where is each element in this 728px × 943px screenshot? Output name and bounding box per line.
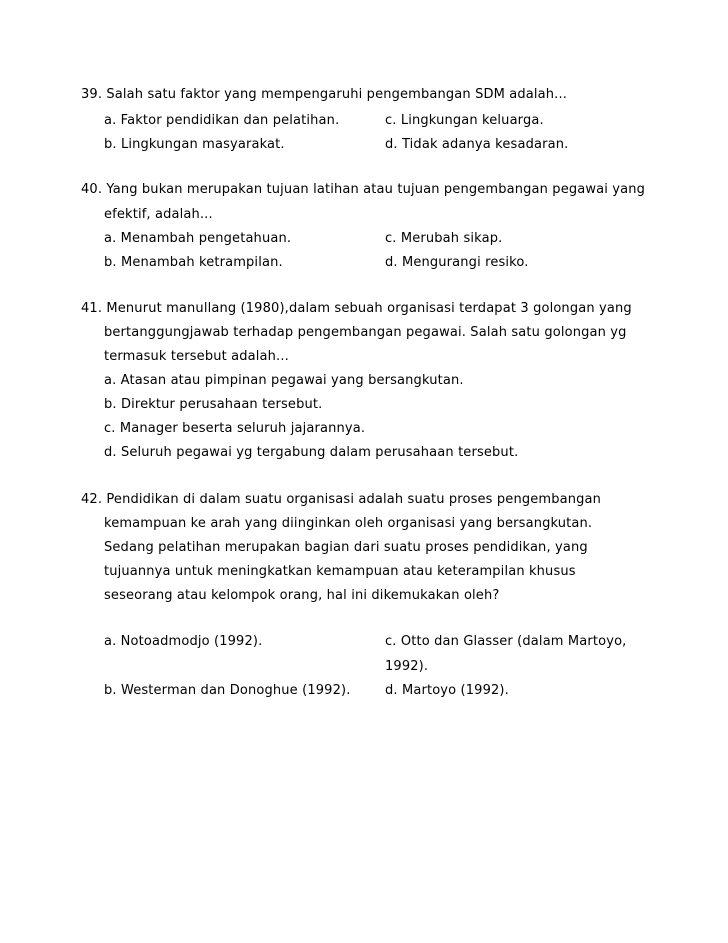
question-39-option-a: a. Faktor pendidikan dan pelatihan. [104, 113, 340, 128]
question-42-option-b: b. Westerman dan Donoghue (1992). [104, 683, 351, 698]
question-39-text: 39. Salah satu faktor yang mempengaruhi pengembangan SDM adalah... [81, 87, 568, 102]
question-41-text-line-1: 41. Menurut manullang (1980),dalam sebuah organisasi terdapat 3 golongan yang [81, 301, 632, 316]
question-42-option-a: a. Notoadmodjo (1992). [104, 634, 263, 649]
question-42-text-line-5: seseorang atau kelompok orang, hal ini dikemukakan oleh? [104, 588, 500, 603]
question-41-option-d: d. Seluruh pegawai yg tergabung dalam perusahaan tersebut. [104, 445, 519, 460]
question-41-text-line-2: bertanggungjawab terhadap pengembangan pegawai. Salah satu golongan yg [104, 325, 627, 340]
question-39-option-c: c. Lingkungan keluarga. [385, 113, 544, 128]
question-42-text-line-2: kemampuan ke arah yang diinginkan oleh organisasi yang bersangkutan. [104, 516, 593, 531]
question-39-option-b: b. Lingkungan masyarakat. [104, 137, 285, 152]
question-42-option-d: d. Martoyo (1992). [385, 683, 509, 698]
question-40-option-c: c. Merubah sikap. [385, 231, 503, 246]
question-39-option-d: d. Tidak adanya kesadaran. [385, 137, 569, 152]
question-42-text-line-1: 42. Pendidikan di dalam suatu organisasi adalah suatu proses pengembangan [81, 492, 602, 507]
question-40-option-b: b. Menambah ketrampilan. [104, 255, 283, 270]
question-42-option-c-line-1: c. Otto dan Glasser (dalam Martoyo, [385, 634, 627, 649]
question-42-text-line-3: Sedang pelatihan merupakan bagian dari suatu proses pendidikan, yang [104, 540, 588, 555]
question-40-text-line-2: efektif, adalah... [104, 207, 213, 222]
question-42-text-line-4: tujuannya untuk meningkatkan kemampuan atau keterampilan khusus [104, 564, 576, 579]
question-40-option-a: a. Menambah pengetahuan. [104, 231, 292, 246]
question-41-option-a: a. Atasan atau pimpinan pegawai yang bersangkutan. [104, 373, 464, 388]
question-40-option-d: d. Mengurangi resiko. [385, 255, 529, 270]
question-40-text-line-1: 40. Yang bukan merupakan tujuan latihan atau tujuan pengembangan pegawai yang [81, 182, 646, 197]
question-41-option-c: c. Manager beserta seluruh jajarannya. [104, 421, 366, 436]
question-42-option-c-line-2: 1992). [385, 659, 429, 674]
question-41-text-line-3: termasuk tersebut adalah... [104, 349, 289, 364]
question-41-option-b: b. Direktur perusahaan tersebut. [104, 397, 323, 412]
